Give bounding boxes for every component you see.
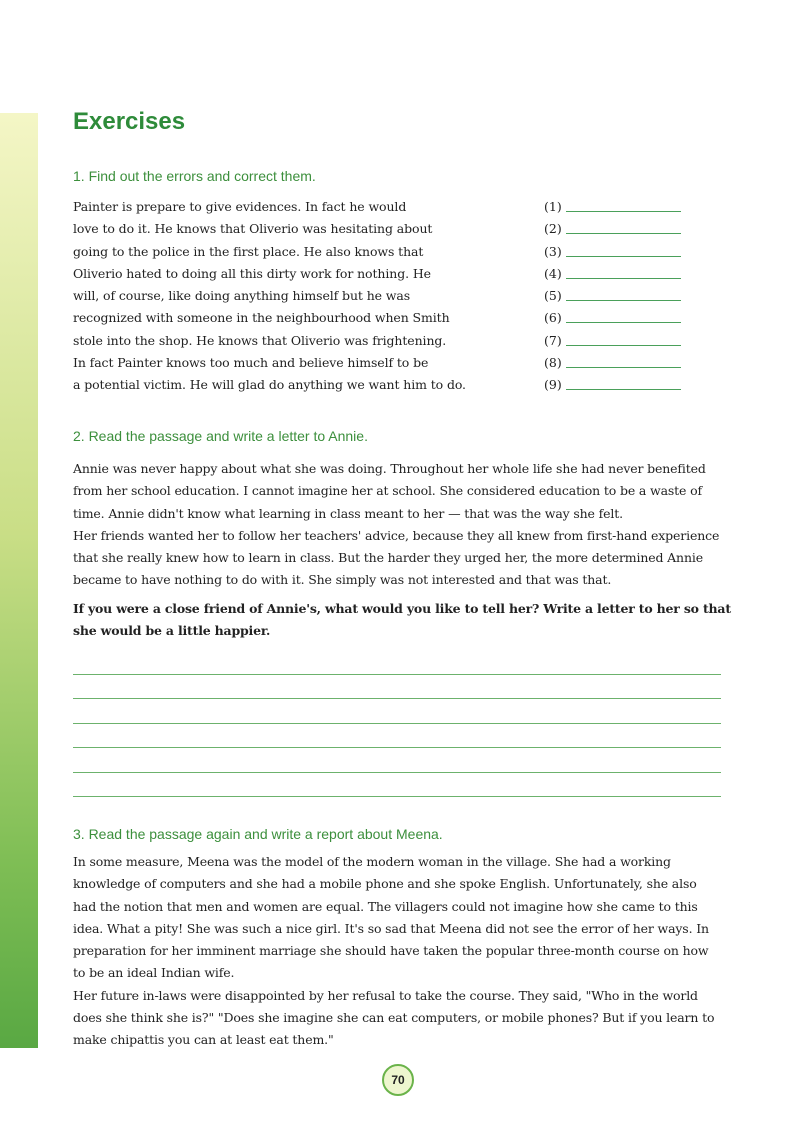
letter-prompt: If you were a close friend of Annie's, what would you like to tell her? Write a letter to her so that she would be a little happier. — [73, 601, 731, 639]
answer-number: (1) — [544, 199, 562, 214]
writing-area[interactable] — [73, 650, 721, 797]
exercise-3-heading: 3. Read the passage again and write a report about Meena. — [73, 826, 443, 842]
answer-row[interactable] — [544, 218, 684, 240]
writing-line[interactable] — [73, 724, 721, 749]
passage-line: In fact Painter knows too much and believe himself to be — [73, 355, 429, 371]
answer-row[interactable] — [544, 307, 684, 329]
answer-blank[interactable] — [566, 367, 681, 368]
exercise-2-passage — [73, 458, 723, 592]
answer-number: (2) — [544, 221, 562, 237]
answer-number: (6) — [544, 310, 562, 326]
writing-line[interactable] — [73, 699, 721, 724]
passage-paragraph: Her future in-laws were disappointed by her refusal to take the course. They said, "Who in the world does she think she is?" "Does she imagine she can eat computers, or mobile phones? But if you learn to make chipattis you can at least eat them." — [73, 987, 715, 1048]
passage-line: recognized with someone in the neighbourhood when Smith — [73, 310, 450, 326]
writing-line[interactable] — [73, 773, 721, 798]
decorative-sidebar — [0, 113, 38, 1048]
answer-row[interactable] — [544, 196, 684, 218]
answer-row[interactable] — [544, 263, 684, 285]
answer-row[interactable] — [544, 330, 684, 352]
passage-line: will, of course, like doing anything himself but he was — [73, 288, 411, 304]
answer-blank[interactable] — [566, 256, 681, 257]
answer-blank[interactable] — [566, 211, 681, 212]
passage-paragraph: Annie was never happy about what she was doing. Throughout her whole life she had never benefited from her school education. I cannot imagine her at school. She considered education to be a waste of time. Annie didn't know what learning in class meant to her — that was the way she felt. — [73, 461, 706, 521]
page-number-badge: 70 — [382, 1064, 414, 1096]
answer-row[interactable] — [544, 374, 684, 396]
exercise-3-passage — [73, 851, 723, 1052]
answer-blank[interactable] — [566, 233, 681, 234]
passage-line: Painter is prepare to give evidences. In fact he would — [73, 199, 407, 214]
answer-row[interactable] — [544, 285, 684, 307]
answer-row[interactable] — [544, 352, 684, 374]
passage-line: going to the police in the first place. He also knows that — [73, 243, 424, 259]
answer-number: (4) — [544, 265, 562, 281]
answer-blank[interactable] — [566, 345, 681, 346]
answer-number: (7) — [544, 332, 562, 348]
exercise-1-passage — [73, 196, 493, 397]
passage-line: stole into the shop. He knows that Oliverio was frightening. — [73, 332, 447, 348]
answer-blank[interactable] — [566, 322, 681, 323]
answer-blank[interactable] — [566, 300, 681, 301]
page-title: Exercises — [73, 108, 186, 135]
answer-number: (5) — [544, 288, 562, 304]
exercise-2-heading: 2. Read the passage and write a letter to Annie. — [73, 428, 368, 444]
passage-line: a potential victim. He will glad do anything we want him to do. — [73, 377, 466, 393]
writing-line[interactable] — [73, 748, 721, 773]
passage-line: Oliverio hated to doing all this dirty work for nothing. He — [73, 265, 431, 281]
passage-paragraph: Her friends wanted her to follow her teachers' advice, because they all knew from first-hand experience that she really knew how to learn in class. But the harder they urged her, the more determined Annie became to have nothing to do with it. She simply was not interested and that was that. — [73, 527, 720, 588]
writing-line[interactable] — [73, 650, 721, 675]
passage-line: love to do it. He knows that Oliverio was hesitating about — [73, 221, 433, 237]
answer-blank[interactable] — [566, 389, 681, 390]
answer-blanks — [544, 196, 684, 397]
answer-number: (9) — [544, 377, 562, 393]
answer-row[interactable] — [544, 241, 684, 263]
writing-line[interactable] — [73, 675, 721, 700]
answer-number: (8) — [544, 355, 562, 371]
exercise-1-heading: 1. Find out the errors and correct them. — [73, 168, 316, 184]
answer-number: (3) — [544, 243, 562, 259]
passage-paragraph: In some measure, Meena was the model of the modern woman in the village. She had a working knowledge of computers and she had a mobile phone and she spoke English. Unfortunately, she also had the notion that men and women are equal. The villagers could not imagine how she came to this idea. What a pity! She was such a nice girl. It's so sad that Meena did not see the error of her ways. In preparation for her imminent marriage she should have taken the popular three-month course on how to be an ideal Indian wife. — [73, 854, 709, 981]
answer-blank[interactable] — [566, 278, 681, 279]
